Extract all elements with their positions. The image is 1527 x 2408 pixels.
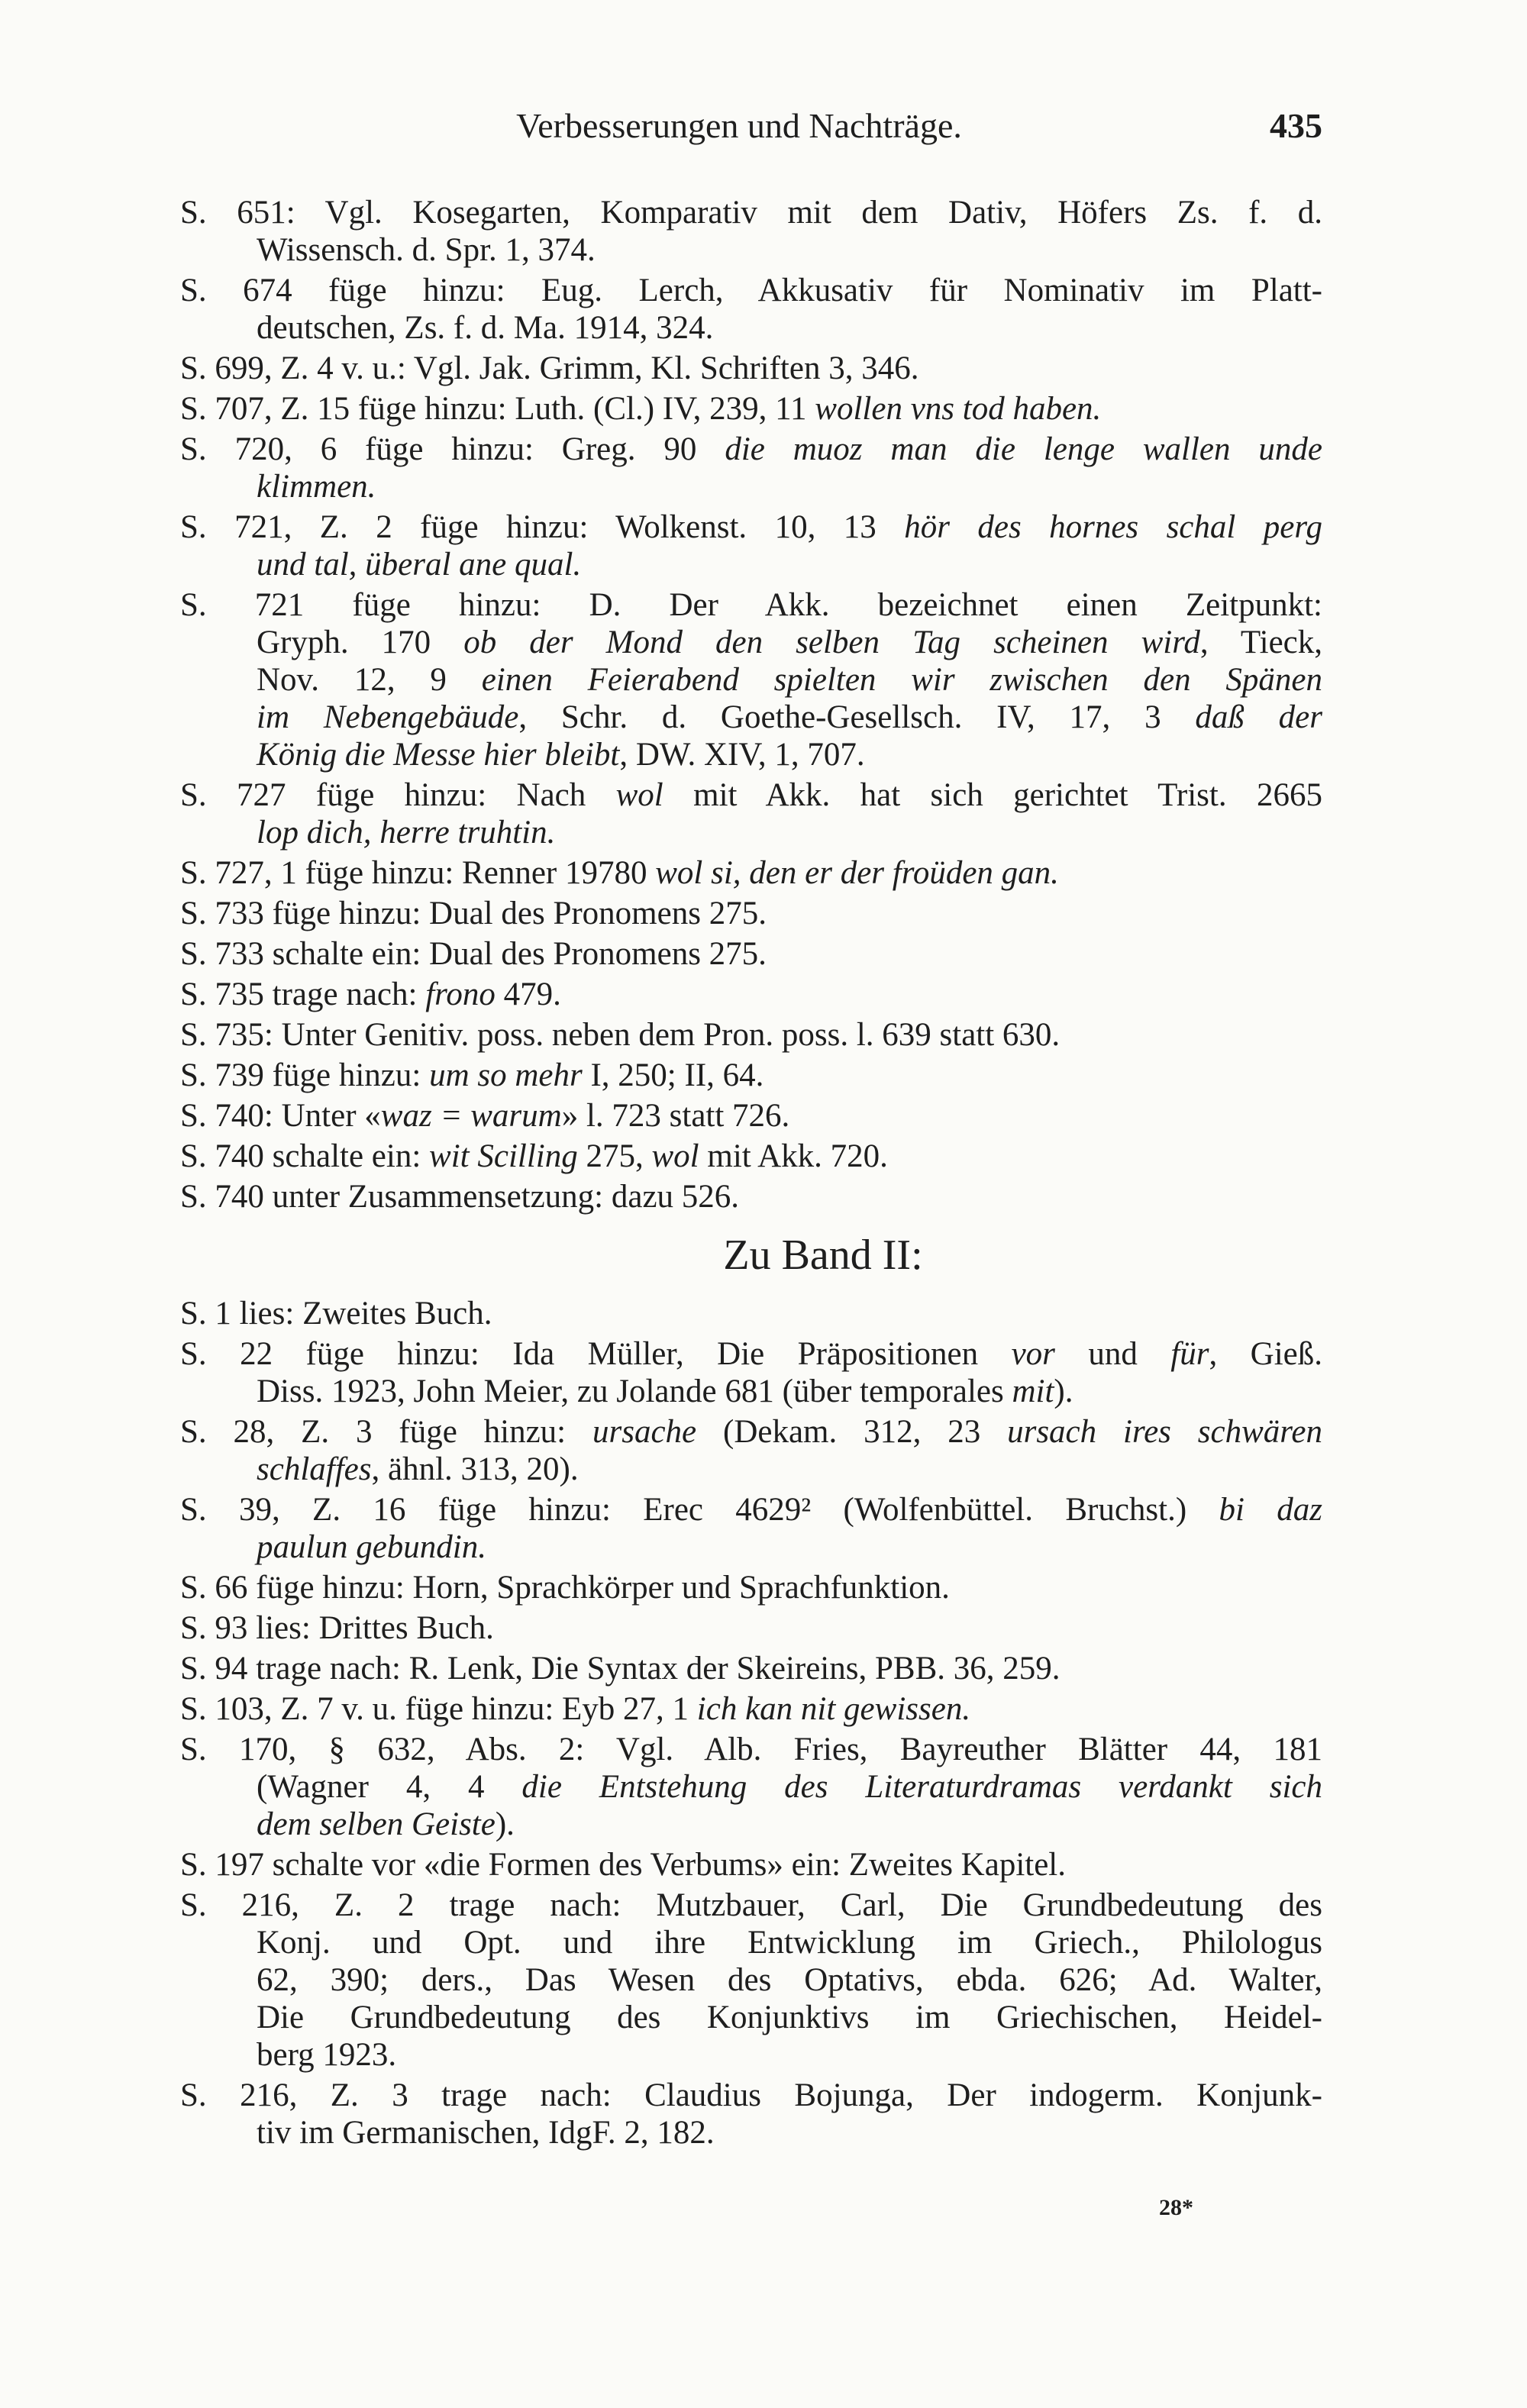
text-segment: S. 197 schalte vor «die Formen des Verbums» ein: Zweites Kapitel. <box>180 1847 1066 1883</box>
text-segment: S. 28, Z. 3 füge hinzu: <box>180 1414 592 1450</box>
text-segment: S. 93 lies: Drittes Buch. <box>180 1610 494 1646</box>
text-segment: (Dekam. 312, 23 <box>696 1414 1008 1450</box>
entry-line <box>180 699 1322 736</box>
section-heading <box>0 1231 1527 1280</box>
text-segment: Nov. 12, 9 <box>257 662 482 698</box>
correction-entry <box>180 350 1322 387</box>
correction-entry <box>180 1731 1322 1843</box>
entry-line <box>180 1373 1322 1410</box>
correction-entry <box>180 586 1322 773</box>
italic-quotation: ursach ires schwären <box>1007 1414 1322 1450</box>
correction-entry <box>180 1491 1322 1566</box>
entry-line <box>180 736 1322 773</box>
text-segment: Diss. 1923, John Meier, zu Jolande 681 (über temporales <box>257 1373 1012 1409</box>
correction-entry <box>180 1138 1322 1175</box>
text-segment: S. 740 unter Zusammensetzung: dazu 526. <box>180 1179 740 1215</box>
entry-line <box>180 508 1322 546</box>
text-segment: S. 740: Unter « <box>180 1098 381 1134</box>
correction-entry <box>180 1057 1322 1094</box>
italic-quotation: dem selben Geiste <box>257 1806 496 1842</box>
italic-quotation: und tal, überal ane qual. <box>257 547 582 583</box>
italic-quotation: wol si, den er der froüden gan. <box>655 855 1059 891</box>
text-segment: S. 66 füge hinzu: Horn, Sprachkörper und Sprachfunktion. <box>180 1570 950 1606</box>
entry-line <box>180 624 1322 661</box>
text-segment: , Gieß. <box>1209 1336 1322 1372</box>
italic-quotation: bi daz <box>1219 1492 1322 1528</box>
entry-line <box>180 1690 1322 1728</box>
italic-quotation: wit Scilling <box>429 1138 578 1174</box>
entry-line <box>180 1924 1322 1961</box>
italic-quotation: ob der Mond den selben Tag scheinen wird <box>463 625 1200 660</box>
italic-quotation: paulun gebundin. <box>257 1529 486 1565</box>
correction-entry <box>180 1178 1322 1215</box>
italic-quotation: wollen vns tod haben. <box>815 391 1102 427</box>
text-segment: deutschen, Zs. f. d. Ma. 1914, 324. <box>257 310 714 346</box>
italic-quotation: König die Messe hier bleibt <box>257 737 620 773</box>
entry-line <box>180 1806 1322 1843</box>
entry-line <box>180 1846 1322 1883</box>
entry-line <box>180 1528 1322 1566</box>
entry-line <box>180 1887 1322 1924</box>
entry-line <box>180 1569 1322 1606</box>
italic-quotation: daß der <box>1195 699 1322 735</box>
correction-entry <box>180 1413 1322 1488</box>
text-segment: S. 674 füge hinzu: Eug. Lerch, Akkusativ für Nominativ im Platt- <box>180 273 1322 308</box>
text-segment: S. 1 lies: Zweites Buch. <box>180 1296 492 1332</box>
text-segment: I, 250; II, 64. <box>582 1057 764 1093</box>
italic-quotation: im Nebengebäude <box>257 699 519 735</box>
correction-entry <box>180 1690 1322 1728</box>
section-heading-text: Zu Band II: <box>723 1231 923 1279</box>
entry-line <box>180 390 1322 428</box>
correction-entry <box>180 1569 1322 1606</box>
correction-entry <box>180 1609 1322 1647</box>
italic-quotation: die muoz man die lenge wallen unde <box>725 431 1322 467</box>
text-segment: S. 216, Z. 2 trage nach: Mutzbauer, Carl, Die Grundbedeutung des <box>180 1887 1322 1923</box>
text-segment: 275, <box>577 1138 652 1174</box>
italic-quotation: lop dich, herre truhtin. <box>257 815 556 851</box>
italic-quotation: die Entstehung des Literaturdramas verdankt sich <box>521 1769 1322 1805</box>
correction-entry <box>180 1650 1322 1687</box>
text-segment: S. 733 füge hinzu: Dual des Pronomens 275. <box>180 896 767 931</box>
entry-line <box>180 1178 1322 1215</box>
italic-quotation: ursache <box>592 1414 697 1450</box>
entry-line <box>180 586 1322 624</box>
text-segment: , Schr. d. Goethe-Gesellsch. IV, 17, 3 <box>518 699 1196 735</box>
text-segment: S. 651: Vgl. Kosegarten, Komparativ mit dem Dativ, Höfers Zs. f. d. <box>180 195 1322 231</box>
correction-entry <box>180 1846 1322 1883</box>
correction-entry <box>180 1295 1322 1332</box>
entry-line <box>180 1413 1322 1451</box>
text-segment: S. 707, Z. 15 füge hinzu: Luth. (Cl.) IV, 239, 11 <box>180 391 815 427</box>
italic-quotation: schlaffes <box>257 1451 372 1487</box>
italic-quotation: ich kan nit gewissen. <box>696 1691 971 1727</box>
italic-quotation: wol <box>651 1138 699 1174</box>
italic-quotation: frono <box>425 976 496 1012</box>
text-segment: , DW. XIV, 1, 707. <box>619 737 865 773</box>
text-segment: tiv im Germanischen, IdgF. 2, 182. <box>257 2115 715 2151</box>
correction-entry <box>180 854 1322 892</box>
entry-line <box>180 1731 1322 1768</box>
text-segment: S. 740 schalte ein: <box>180 1138 430 1174</box>
entry-line <box>180 1491 1322 1528</box>
text-segment: Gryph. 170 <box>257 625 464 660</box>
correction-entry <box>180 431 1322 505</box>
text-segment: S. 733 schalte ein: Dual des Pronomens 275. <box>180 936 767 972</box>
entry-line <box>180 1295 1322 1332</box>
italic-quotation: vor <box>1011 1336 1055 1372</box>
text-segment: S. 94 trage nach: R. Lenk, Die Syntax der Skeireins, PBB. 36, 259. <box>180 1651 1061 1687</box>
running-title <box>180 105 1322 146</box>
correction-entry <box>180 1016 1322 1054</box>
text-segment: S. 22 füge hinzu: Ida Müller, Die Präpositionen <box>180 1336 1012 1372</box>
text-segment: , Tieck, <box>1199 625 1322 660</box>
running-title-text: Verbesserungen und Nachträge. <box>516 106 962 145</box>
corrections-band-1 <box>180 191 1322 1215</box>
italic-quotation: für <box>1170 1336 1209 1372</box>
entry-line <box>180 854 1322 892</box>
entry-line <box>180 1057 1322 1094</box>
entry-line <box>180 546 1322 583</box>
text-segment: S. 699, Z. 4 v. u.: Vgl. Jak. Grimm, Kl. Schriften 3, 346. <box>180 350 919 386</box>
text-segment: S. 735: Unter Genitiv. poss. neben dem Pron. poss. l. 639 statt 630. <box>180 1017 1061 1053</box>
text-segment: S. 39, Z. 16 füge hinzu: Erec 4629² (Wolfenbüttel. Bruchst.) <box>180 1492 1219 1528</box>
corrections-band-2 <box>180 1292 1322 2151</box>
text-segment: » l. 723 statt 726. <box>561 1098 790 1134</box>
entry-line <box>180 468 1322 505</box>
correction-entry <box>180 776 1322 851</box>
entry-line <box>180 2077 1322 2114</box>
text-segment: berg 1923. <box>257 2037 397 2073</box>
correction-entry <box>180 1335 1322 1410</box>
running-head <box>180 105 1322 151</box>
entry-line <box>180 1335 1322 1373</box>
page-number: 435 <box>1270 106 1322 145</box>
entry-line <box>180 309 1322 347</box>
entry-line <box>180 1999 1322 2036</box>
italic-quotation: um so mehr <box>429 1057 583 1093</box>
text-segment: Konj. und Opt. und ihre Entwicklung im Griech., Philologus <box>257 1925 1322 1961</box>
correction-entry <box>180 272 1322 347</box>
correction-entry <box>180 1887 1322 2074</box>
text-segment: S. 727 füge hinzu: Nach <box>180 777 616 813</box>
entry-line <box>180 1138 1322 1175</box>
text-segment: 479. <box>495 976 561 1012</box>
entry-line <box>180 350 1322 387</box>
correction-entry <box>180 194 1322 269</box>
entry-line <box>180 661 1322 699</box>
entry-line <box>180 431 1322 468</box>
text-segment: 62, 390; ders., Das Wesen des Optativs, ebda. 626; Ad. Walter, <box>257 1962 1322 1998</box>
correction-entry <box>180 2077 1322 2151</box>
text-segment: ). <box>1054 1373 1073 1409</box>
entry-line <box>180 1961 1322 1999</box>
text-segment: und <box>1054 1336 1171 1372</box>
italic-quotation: hör des hornes schal perg <box>904 509 1322 545</box>
entry-line <box>180 2114 1322 2151</box>
correction-entry <box>180 976 1322 1013</box>
text-segment: S. 720, 6 füge hinzu: Greg. 90 <box>180 431 725 467</box>
correction-entry <box>180 1097 1322 1135</box>
text-segment: mit Akk. 720. <box>699 1138 888 1174</box>
italic-quotation: wol <box>615 777 663 813</box>
text-segment: mit Akk. hat sich gerichtet Trist. 2665 <box>663 777 1322 813</box>
entry-line <box>180 231 1322 269</box>
entry-line <box>180 1016 1322 1054</box>
italic-quotation: waz = warum <box>380 1098 562 1134</box>
correction-entry <box>180 390 1322 428</box>
entry-line <box>180 1609 1322 1647</box>
correction-entry <box>180 895 1322 932</box>
entry-line <box>180 1451 1322 1488</box>
text-segment: S. 216, Z. 3 trage nach: Claudius Bojunga, Der indogerm. Konjunk- <box>180 2077 1322 2113</box>
text-segment: ). <box>495 1806 515 1842</box>
entry-line <box>180 814 1322 851</box>
text-segment: Wissensch. d. Spr. 1, 374. <box>257 232 596 268</box>
text-segment: S. 739 füge hinzu: <box>180 1057 430 1093</box>
entry-line <box>180 1768 1322 1806</box>
entry-line <box>180 2036 1322 2074</box>
entry-line <box>180 935 1322 973</box>
entry-line <box>180 272 1322 309</box>
text-segment: (Wagner 4, 4 <box>257 1769 522 1805</box>
entry-line <box>180 895 1322 932</box>
entry-line <box>180 776 1322 814</box>
text-segment: S. 727, 1 füge hinzu: Renner 19780 <box>180 855 656 891</box>
text-segment: S. 721, Z. 2 füge hinzu: Wolkenst. 10, 13 <box>180 509 905 545</box>
text-segment: S. 170, § 632, Abs. 2: Vgl. Alb. Fries, Bayreuther Blätter 44, 181 <box>180 1732 1322 1767</box>
text-segment: Die Grundbedeutung des Konjunktivs im Griechischen, Heidel- <box>257 2000 1322 2035</box>
entry-line <box>180 194 1322 231</box>
entry-line <box>180 1650 1322 1687</box>
correction-entry <box>180 935 1322 973</box>
text-segment: S. 735 trage nach: <box>180 976 426 1012</box>
signature-mark: 28* <box>1159 2195 1193 2220</box>
entry-line <box>180 1097 1322 1135</box>
italic-quotation: einen Feierabend spielten wir zwischen den Spänen <box>481 662 1322 698</box>
italic-quotation: mit <box>1012 1373 1054 1409</box>
italic-quotation: klimmen. <box>257 469 376 505</box>
text-segment: , ähnl. 313, 20). <box>371 1451 579 1487</box>
text-segment: S. 721 füge hinzu: D. Der Akk. bezeichnet einen Zeitpunkt: <box>180 587 1322 623</box>
text-segment: S. 103, Z. 7 v. u. füge hinzu: Eyb 27, 1 <box>180 1691 697 1727</box>
entry-line <box>180 976 1322 1013</box>
correction-entry <box>180 508 1322 583</box>
